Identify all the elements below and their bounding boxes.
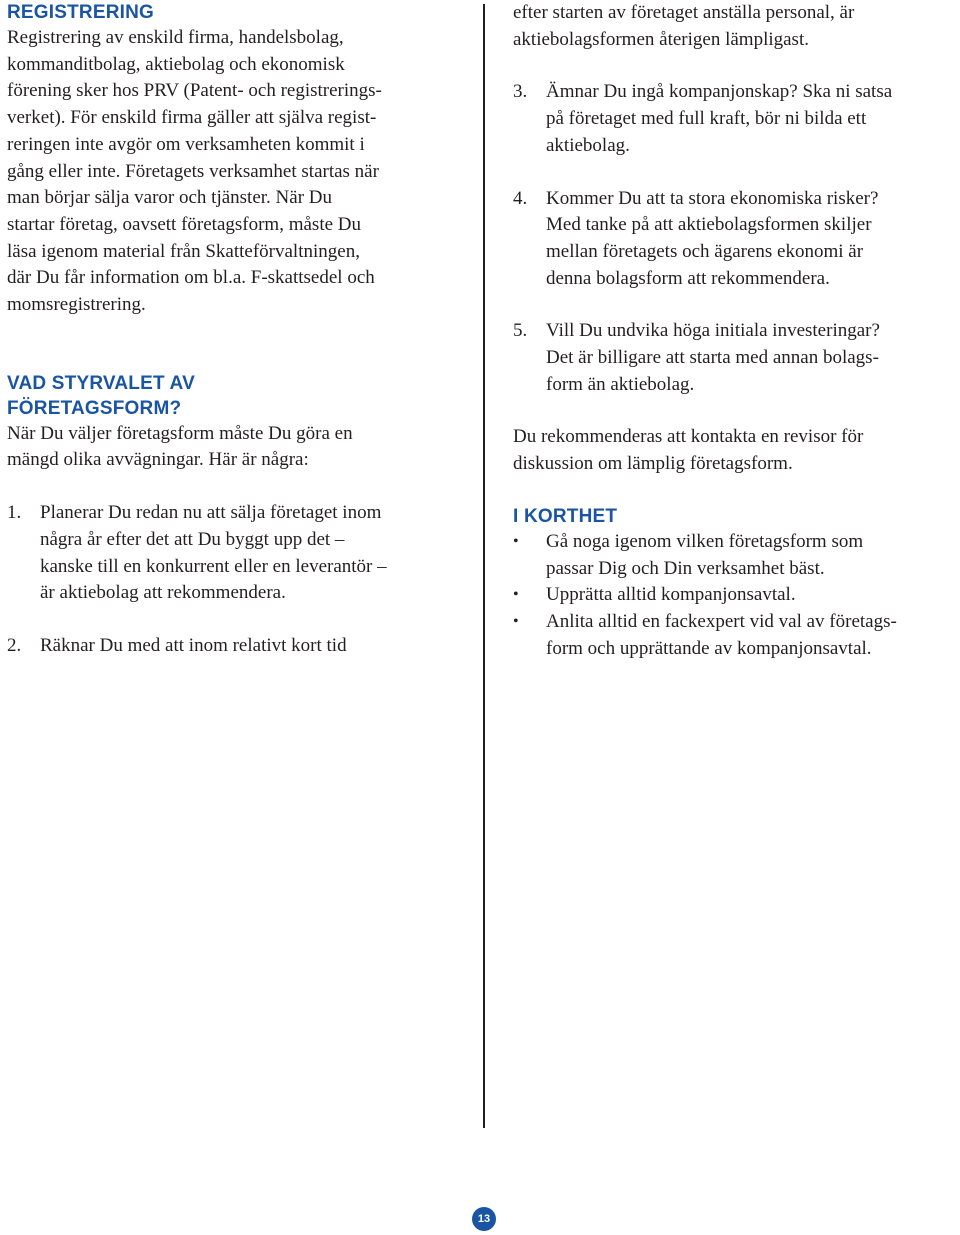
heading-vad-styrvalet — [7, 371, 469, 421]
paragraph-avvagningar — [7, 421, 469, 474]
text-line: reringen inte avgör om verksamheten kommit i — [7, 133, 365, 155]
text-line: Gå noga igenom vilken företagsform som — [546, 530, 864, 552]
list-item-4 — [513, 186, 953, 293]
text-line: aktiebolag. — [546, 134, 630, 156]
heading-i-korthet: I KORTHET — [513, 505, 618, 527]
text-line: Registrering av enskild firma, handelsbolag, — [7, 27, 344, 48]
bullet-icon: • — [513, 532, 519, 550]
bullet-item-3 — [513, 609, 953, 662]
text-line: Kommer Du att ta stora ekonomiska risker? — [546, 187, 879, 209]
text-line: är aktiebolag att rekommendera. — [40, 582, 286, 604]
paragraph-revisor — [513, 424, 953, 477]
text-line: läsa igenom material från Skatteförvaltningen, — [7, 240, 360, 262]
list-number: 4. — [513, 187, 528, 209]
text-line: man börjar sälja varor och tjänster. När Du — [7, 187, 332, 209]
text-line: diskussion om lämplig företagsform. — [513, 453, 793, 475]
text-line: där Du får information om bl.a. F-skattsedel och — [7, 267, 375, 289]
text-line: Vill Du undvika höga initiala investeringar? — [546, 320, 880, 342]
list-number: 5. — [513, 320, 528, 342]
paragraph-registrering — [7, 25, 469, 319]
text-line: förening sker hos PRV (Patent- och registrerings- — [7, 80, 382, 102]
column-divider — [483, 4, 485, 1128]
text-line: passar Dig och Din verksamhet bäst. — [546, 557, 825, 579]
bullet-icon: • — [513, 586, 519, 604]
text-line: momsregistrering. — [7, 294, 146, 316]
list-number: 3. — [513, 81, 528, 103]
list-number: 2. — [7, 634, 22, 656]
list-item-1 — [7, 500, 469, 607]
text-line: denna bolagsform att rekommendera. — [546, 267, 830, 289]
bullet-item-1 — [513, 529, 953, 582]
text-line: Räknar Du med att inom relativt kort tid — [40, 634, 347, 656]
list-number: 1. — [7, 502, 22, 524]
bullet-icon: • — [513, 612, 519, 630]
left-column — [7, 0, 469, 660]
text-line: verket). För enskild firma gäller att själva regist- — [7, 107, 377, 129]
heading-line: FÖRETAGSFORM? — [7, 397, 182, 419]
text-line: Med tanke på att aktiebolagsformen skiljer — [546, 214, 872, 236]
heading-registrering: REGISTRERING — [7, 2, 155, 23]
page-number-badge: 13 — [472, 1207, 496, 1231]
text-line: kommanditbolag, aktiebolag och ekonomisk — [7, 53, 345, 75]
heading-line: VAD STYRVALET AV — [7, 372, 195, 394]
text-line: på företaget med full kraft, bör ni bilda ett — [546, 108, 867, 130]
text-line: startar företag, oavsett företagsform, måste Du — [7, 213, 362, 235]
text-line: mellan företagets och ägarens ekonomi är — [546, 240, 864, 262]
text-line: Det är billigare att starta med annan bolags- — [546, 347, 879, 369]
text-line: aktiebolagsformen återigen lämpligast. — [513, 28, 809, 50]
text-line: efter starten av företaget anställa personal, är — [513, 2, 855, 23]
list-item-2 — [7, 633, 469, 660]
right-column — [513, 0, 953, 662]
text-line: några år efter det att Du byggt upp det – — [40, 528, 345, 550]
text-line: Anlita alltid en fackexpert vid val av företags- — [546, 610, 897, 632]
text-line: form än aktiebolag. — [546, 373, 695, 395]
list-item-2-continued — [513, 0, 953, 53]
text-line: När Du väljer företagsform måste Du göra en — [7, 422, 353, 444]
text-line: Planerar Du redan nu att sälja företaget inom — [40, 502, 382, 524]
text-line: Ämnar Du ingå kompanjonskap? Ska ni satsa — [546, 81, 893, 103]
bullet-item-2 — [513, 582, 953, 609]
text-line: Du rekommenderas att kontakta en revisor för — [513, 426, 864, 448]
text-line: mängd olika avvägningar. Här är några: — [7, 449, 309, 471]
text-line: gång eller inte. Företagets verksamhet startas när — [7, 160, 379, 182]
text-line: Upprätta alltid kompanjonsavtal. — [546, 584, 796, 606]
text-line: form och upprättande av kompanjonsavtal. — [546, 637, 872, 659]
text-line: kanske till en konkurrent eller en leverantör – — [40, 555, 387, 577]
list-item-5 — [513, 318, 953, 398]
list-item-3 — [513, 79, 953, 159]
